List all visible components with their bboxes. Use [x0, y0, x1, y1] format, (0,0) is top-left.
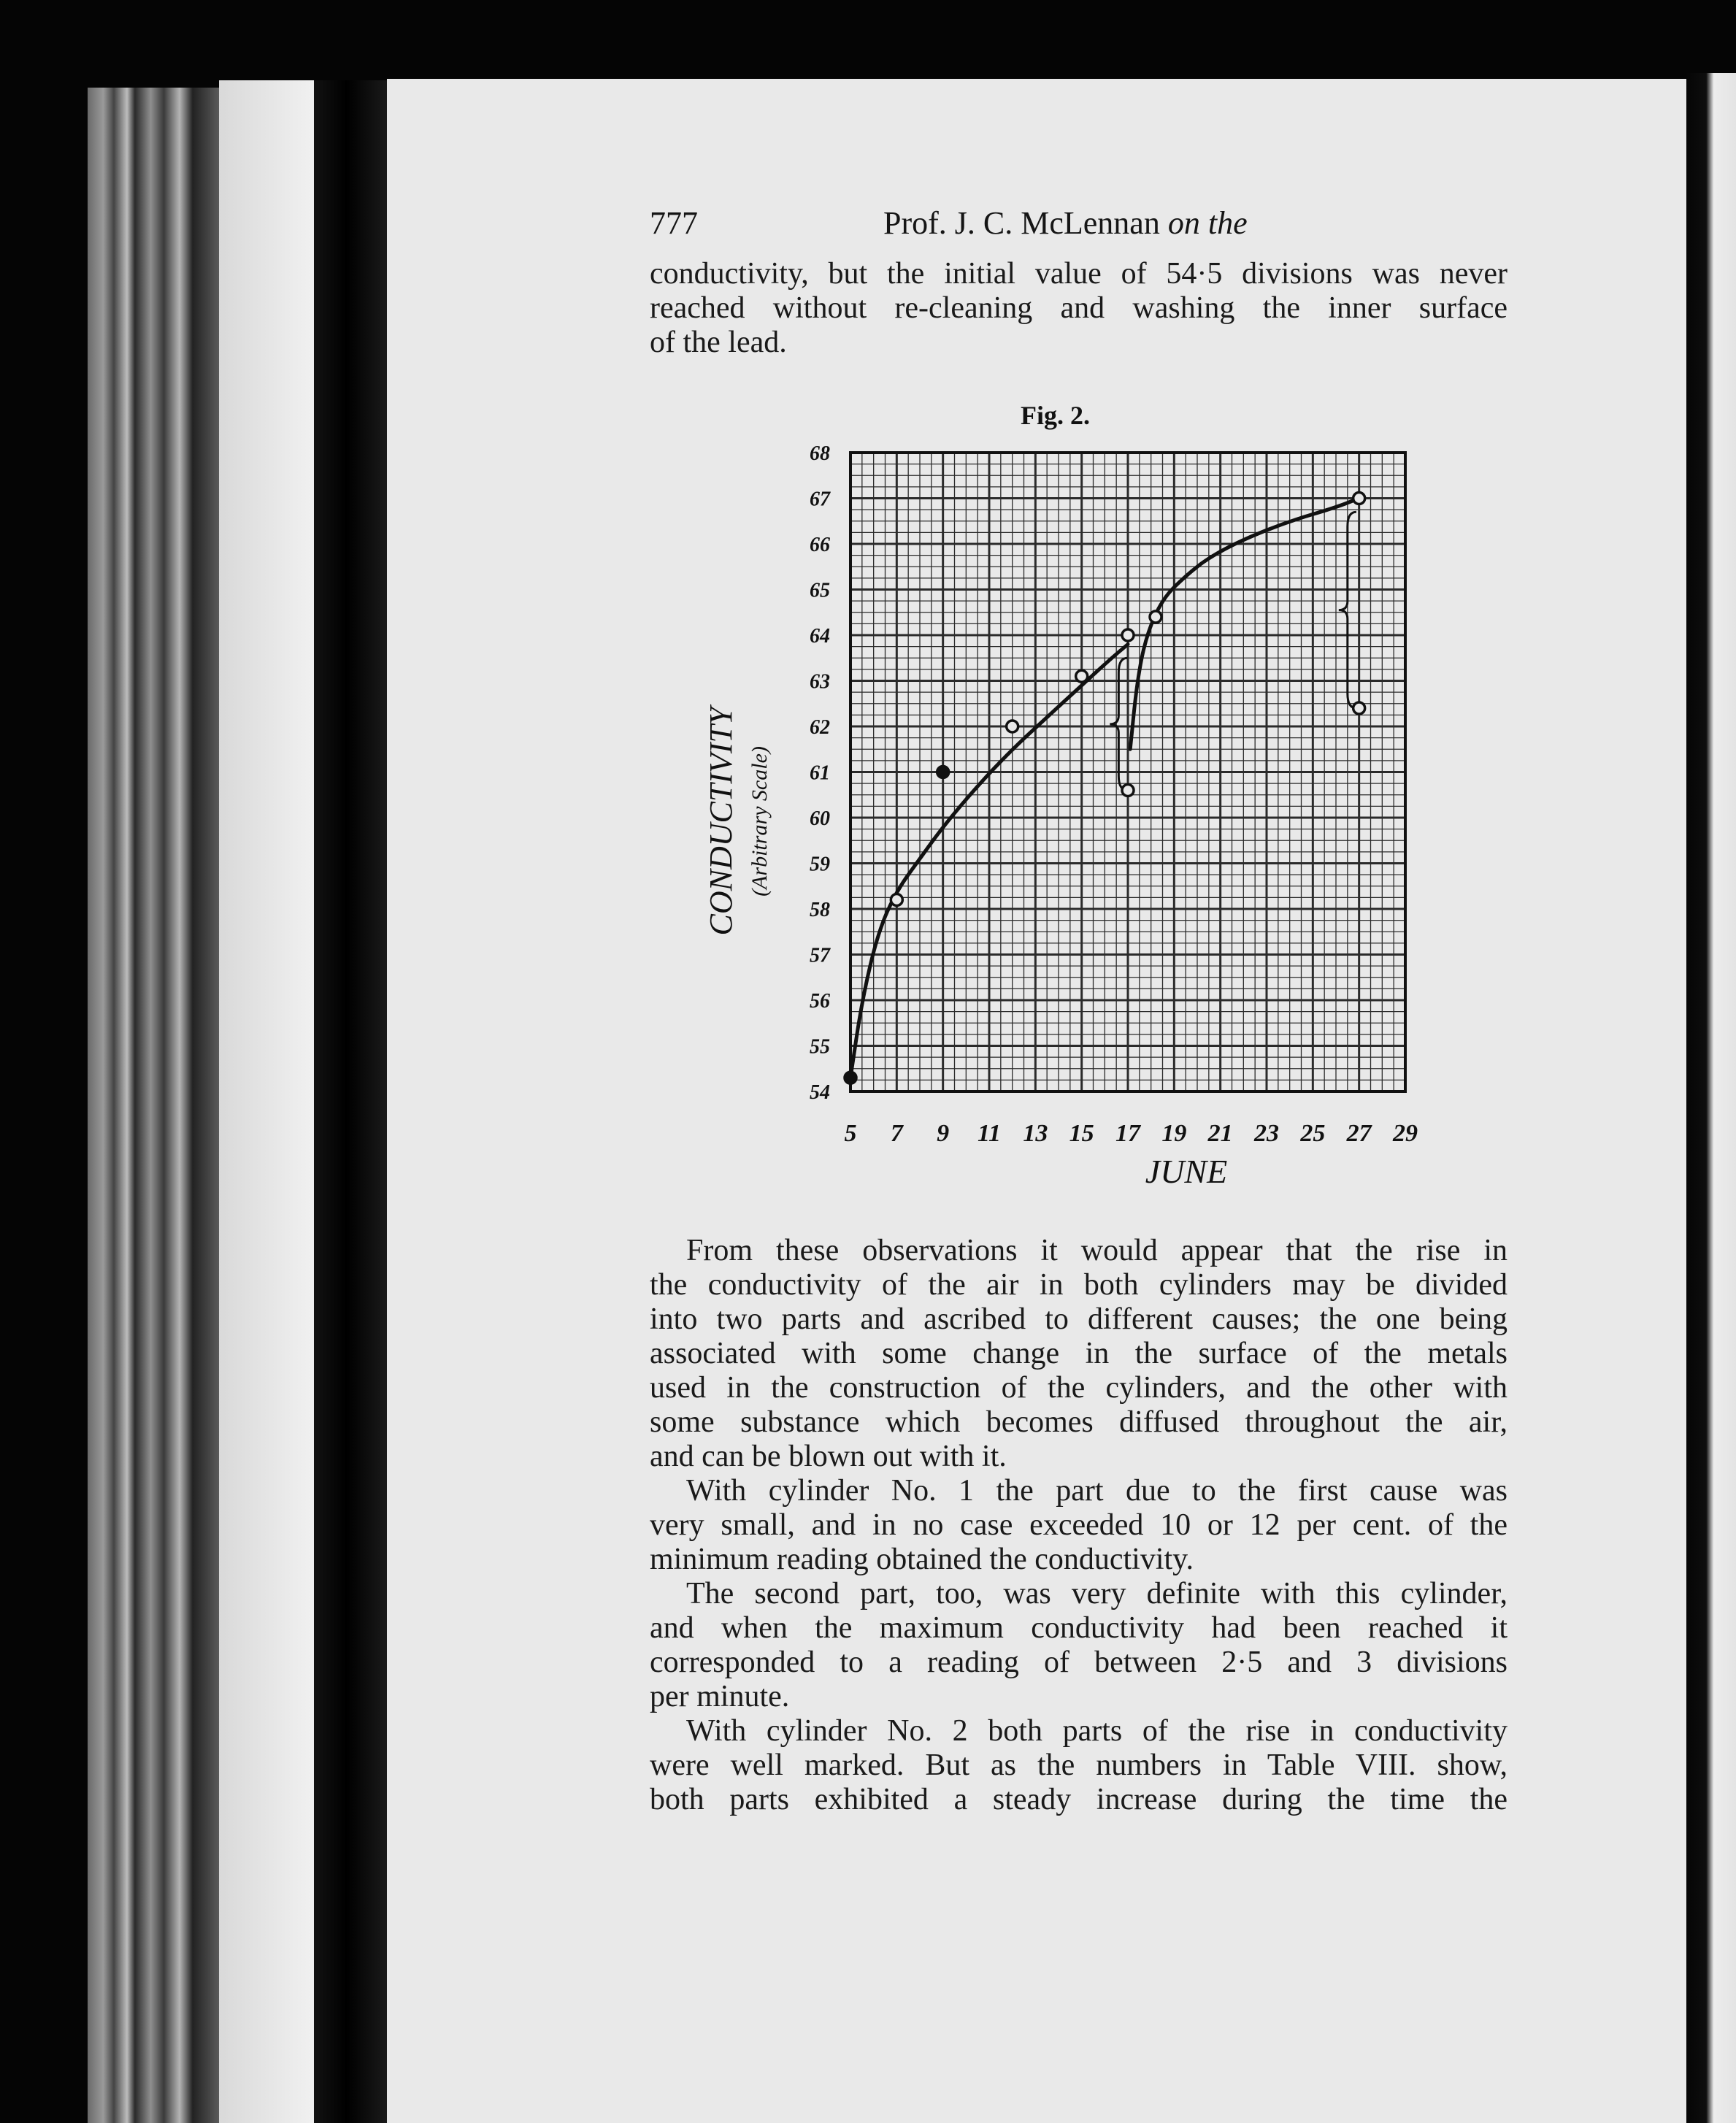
running-head: [883, 204, 1248, 242]
data-point: [1353, 493, 1365, 504]
y-tick-label: 62: [810, 716, 830, 739]
data-point: [1076, 670, 1088, 682]
y-tick-label: 65: [810, 579, 830, 602]
data-point: [891, 894, 902, 906]
braces: [1110, 512, 1356, 790]
running-head-suffix: on the: [1167, 205, 1248, 241]
page-header: [650, 204, 1511, 251]
text-line: both parts exhibited a steady increase during the time the: [650, 1783, 1508, 1816]
y-tick-label: 54: [810, 1081, 830, 1104]
data-point: [845, 1072, 856, 1083]
text-line: corresponded to a reading of between 2·5 and 3 divisions: [650, 1646, 1508, 1679]
x-tick-labels: [845, 1120, 1418, 1147]
text-line: associated with some change in the surface of the metals: [650, 1337, 1508, 1370]
figure-label: Fig. 2.: [1021, 401, 1090, 430]
x-tick-label: 27: [1346, 1120, 1372, 1147]
text-line: were well marked. But as the numbers in Table VIII. show,: [650, 1748, 1508, 1782]
brace: [1110, 658, 1127, 790]
grid-major: [850, 453, 1405, 1091]
y-tick-label: 67: [810, 488, 830, 511]
y-tick-label: 59: [810, 853, 830, 876]
x-tick-label: 11: [977, 1120, 1002, 1147]
text-line: into two parts and ascribed to different causes; the one being: [650, 1302, 1508, 1336]
book-gutter: [314, 80, 387, 2123]
data-point: [1122, 785, 1134, 796]
text-line: With cylinder No. 1 the part due to the first cause was: [686, 1474, 1508, 1508]
y-axis-sublabel: (Arbitrary Scale): [748, 746, 772, 897]
x-axis-label: JUNE: [1145, 1153, 1228, 1190]
x-tick-label: 19: [1161, 1120, 1187, 1147]
data-point: [1150, 611, 1161, 623]
y-tick-labels: [810, 442, 831, 1104]
y-tick-label: 63: [810, 670, 830, 694]
text-line: used in the construction of the cylinders, and the other with: [650, 1371, 1508, 1405]
y-tick-label: 60: [810, 807, 830, 830]
text-line: and when the maximum conductivity had been reached it: [650, 1611, 1508, 1645]
y-tick-label: 55: [810, 1035, 830, 1059]
x-tick-label: 17: [1115, 1120, 1140, 1147]
conductivity-chart: [686, 431, 1453, 1197]
x-tick-label: 23: [1254, 1120, 1279, 1147]
data-point: [1122, 629, 1134, 641]
y-tick-label: 68: [810, 442, 830, 465]
x-tick-label: 13: [1023, 1120, 1048, 1147]
text-line: and can be blown out with it.: [650, 1440, 1007, 1473]
text-line: of the lead.: [650, 326, 787, 359]
text-line: The second part, too, was very definite with this cylinder,: [686, 1577, 1508, 1611]
x-tick-label: 25: [1300, 1120, 1326, 1147]
text-line: conductivity, but the initial value of 54·5 divisions was never: [650, 257, 1508, 291]
x-tick-label: 9: [937, 1120, 950, 1147]
text-line: reached without re-cleaning and washing the inner surface: [650, 291, 1508, 325]
text-line: some substance which becomes diffused throughout the air,: [650, 1405, 1508, 1439]
x-tick-label: 15: [1069, 1120, 1094, 1147]
text-line: per minute.: [650, 1680, 790, 1713]
page-number: 777: [650, 205, 698, 241]
data-point: [1353, 702, 1365, 714]
y-tick-label: 64: [810, 625, 830, 648]
text-line: From these observations it would appear that the rise in: [686, 1234, 1508, 1267]
x-tick-label: 29: [1393, 1120, 1418, 1147]
text-line: With cylinder No. 2 both parts of the rise in conductivity: [686, 1714, 1508, 1748]
text-line: minimum reading obtained the conductivity.: [650, 1543, 1194, 1576]
y-tick-label: 58: [810, 899, 830, 921]
x-tick-label: 5: [844, 1120, 857, 1147]
data-point: [1007, 721, 1018, 732]
y-tick-label: 56: [810, 990, 830, 1013]
book-edge-right: [1686, 73, 1736, 2123]
book-edge-left: [88, 88, 219, 2123]
x-tick-label: 7: [890, 1120, 903, 1147]
text-line: the conductivity of the air in both cylinders may be divided: [650, 1268, 1508, 1302]
x-tick-label: 21: [1207, 1120, 1233, 1147]
y-tick-label: 57: [810, 944, 830, 967]
y-axis-label: CONDUCTIVITY: [703, 707, 739, 936]
y-tick-label: 61: [810, 761, 830, 785]
running-head-author: Prof. J. C. McLennan: [883, 205, 1160, 241]
y-tick-label: 66: [810, 534, 830, 556]
text-line: very small, and in no case exceeded 10 or 12 per cent. of the: [650, 1508, 1508, 1542]
data-point: [937, 767, 949, 778]
